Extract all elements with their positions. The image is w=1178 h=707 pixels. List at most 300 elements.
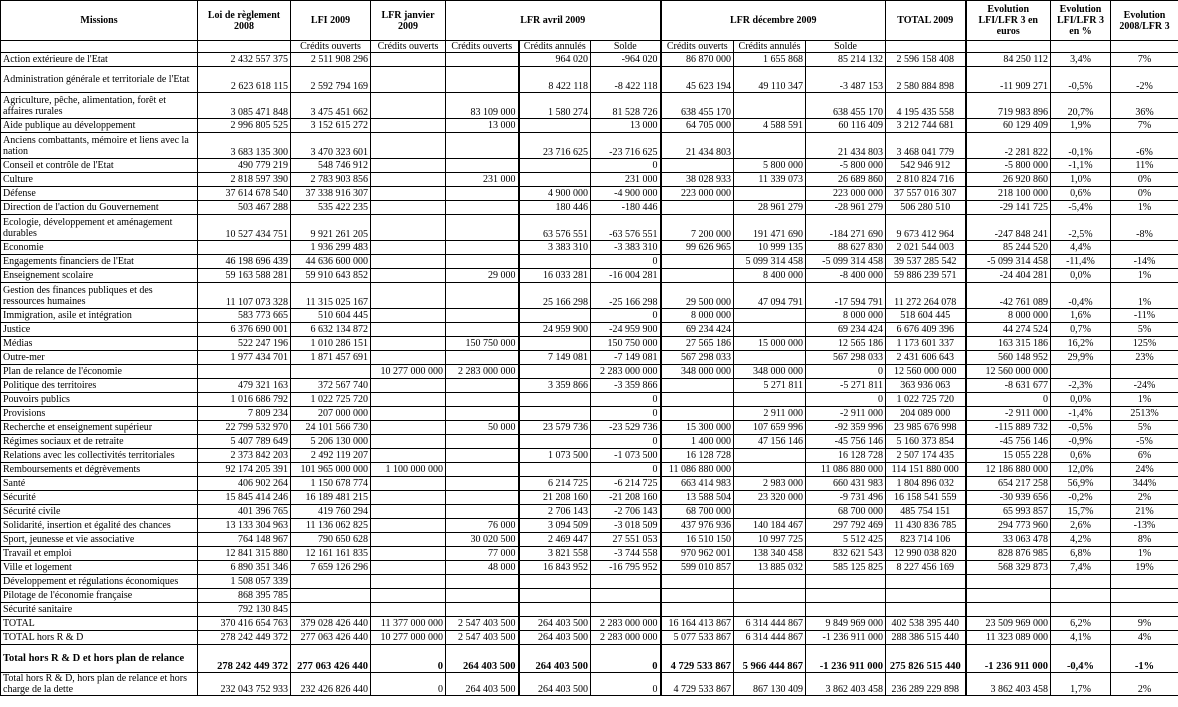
cell-lr2008: 6 890 351 346: [198, 561, 291, 575]
cell-decembre-annules: [734, 589, 806, 603]
mission-name: Sécurité sanitaire: [1, 603, 198, 617]
cell-decembre-ouverts: 970 962 001: [661, 547, 734, 561]
cell-avril-ouverts: [446, 309, 519, 323]
cell-avril-annules: 4 900 000: [519, 187, 591, 201]
cell-evo-2008: 24%: [1111, 463, 1178, 477]
cell-evo-2008: 1%: [1111, 547, 1178, 561]
cell-avril-annules: 16 033 281: [519, 269, 591, 283]
cell-avril-ouverts: [446, 187, 519, 201]
mission-name: Ecologie, développement et aménagement durables: [1, 215, 198, 241]
cell-avril-annules: [519, 589, 591, 603]
cell-lfi2009: 7 659 126 296: [291, 561, 371, 575]
cell-lr2008: 522 247 196: [198, 337, 291, 351]
subheader-decembre-solde: Solde: [806, 41, 886, 53]
table-row: [1, 631, 1178, 645]
header-lfr-avril: LFR avril 2009: [446, 1, 661, 41]
mission-name: Défense: [1, 187, 198, 201]
cell-evo-euros: -115 889 732: [966, 421, 1051, 435]
cell-avril-annules: [519, 463, 591, 477]
cell-avril-ouverts: 30 020 500: [446, 533, 519, 547]
cell-evo-2008: 7%: [1111, 53, 1178, 67]
cell-evo-euros: [966, 575, 1051, 589]
mission-name: Relations avec les collectivités territoriales: [1, 449, 198, 463]
cell-evo-euros: 33 063 478: [966, 533, 1051, 547]
cell-lfr-janvier: [371, 201, 446, 215]
table-row: [1, 533, 1178, 547]
cell-decembre-solde: 21 434 803: [806, 133, 886, 159]
cell-evo-pct: 6,2%: [1051, 617, 1111, 631]
table-row: [1, 67, 1178, 93]
cell-avril-solde: 13 000: [591, 119, 661, 133]
cell-evo-euros: 568 329 873: [966, 561, 1051, 575]
cell-evo-pct: 0,0%: [1051, 269, 1111, 283]
cell-evo-2008: 21%: [1111, 505, 1178, 519]
mission-name: Pilotage de l'économie française: [1, 589, 198, 603]
cell-decembre-annules: 28 961 279: [734, 201, 806, 215]
cell-decembre-ouverts: 348 000 000: [661, 365, 734, 379]
table-row: [1, 255, 1178, 269]
cell-lr2008: 232 043 752 933: [198, 673, 291, 696]
cell-evo-euros: 11 323 089 000: [966, 631, 1051, 645]
cell-evo-2008: [1111, 241, 1178, 255]
cell-decembre-solde: 69 234 424: [806, 323, 886, 337]
cell-evo-euros: -11 909 271: [966, 67, 1051, 93]
mission-name: Médias: [1, 337, 198, 351]
cell-decembre-solde: 223 000 000: [806, 187, 886, 201]
cell-decembre-ouverts: 27 565 186: [661, 337, 734, 351]
table-row: [1, 505, 1178, 519]
mission-name: Santé: [1, 477, 198, 491]
cell-decembre-solde: -1 236 911 000: [806, 645, 886, 673]
cell-decembre-solde: -92 359 996: [806, 421, 886, 435]
cell-total2009: 2 580 884 898: [886, 67, 966, 93]
cell-avril-annules: 264 403 500: [519, 617, 591, 631]
cell-avril-solde: 2 283 000 000: [591, 631, 661, 645]
cell-lfr-janvier: [371, 159, 446, 173]
cell-total2009: 6 676 409 396: [886, 323, 966, 337]
header-total2009: TOTAL 2009: [886, 1, 966, 41]
cell-evo-euros: -24 404 281: [966, 269, 1051, 283]
cell-evo-euros: -2 911 000: [966, 407, 1051, 421]
cell-lr2008: 3 683 135 300: [198, 133, 291, 159]
cell-decembre-annules: [734, 309, 806, 323]
table-row: [1, 309, 1178, 323]
cell-lfr-janvier: 1 100 000 000: [371, 463, 446, 477]
cell-lfr-janvier: [371, 519, 446, 533]
cell-lr2008: 792 130 845: [198, 603, 291, 617]
cell-decembre-annules: [734, 449, 806, 463]
cell-total2009: 363 936 063: [886, 379, 966, 393]
cell-evo-euros: -2 281 822: [966, 133, 1051, 159]
cell-decembre-solde: 16 128 728: [806, 449, 886, 463]
table-row: [1, 187, 1178, 201]
cell-total2009: 59 886 239 571: [886, 269, 966, 283]
cell-avril-annules: 23 579 736: [519, 421, 591, 435]
mission-name: Provisions: [1, 407, 198, 421]
cell-evo-euros: 12 186 880 000: [966, 463, 1051, 477]
cell-lfi2009: 510 604 445: [291, 309, 371, 323]
cell-evo-euros: 84 250 112: [966, 53, 1051, 67]
table-row: [1, 463, 1178, 477]
header-lfr-decembre: LFR décembre 2009: [661, 1, 886, 41]
cell-total2009: 2 021 544 003: [886, 241, 966, 255]
cell-avril-solde: -25 166 298: [591, 283, 661, 309]
cell-lfi2009: 419 760 294: [291, 505, 371, 519]
cell-lfr-janvier: [371, 589, 446, 603]
table-row: [1, 159, 1178, 173]
cell-avril-annules: 3 094 509: [519, 519, 591, 533]
cell-lr2008: 3 085 471 848: [198, 93, 291, 119]
cell-decembre-ouverts: 663 414 983: [661, 477, 734, 491]
cell-evo-pct: 15,7%: [1051, 505, 1111, 519]
cell-avril-annules: [519, 309, 591, 323]
cell-decembre-ouverts: 21 434 803: [661, 133, 734, 159]
cell-decembre-ouverts: 13 588 504: [661, 491, 734, 505]
cell-decembre-ouverts: 16 164 413 867: [661, 617, 734, 631]
cell-decembre-annules: 15 000 000: [734, 337, 806, 351]
cell-evo-euros: 294 773 960: [966, 519, 1051, 533]
cell-total2009: 12 990 038 820: [886, 547, 966, 561]
cell-lfi2009: 1 010 286 151: [291, 337, 371, 351]
cell-total2009: 542 946 912: [886, 159, 966, 173]
cell-lfi2009: 2 492 119 207: [291, 449, 371, 463]
cell-avril-ouverts: 13 000: [446, 119, 519, 133]
cell-lfi2009: 1 022 725 720: [291, 393, 371, 407]
table-row: [1, 133, 1178, 159]
cell-evo-euros: 85 244 520: [966, 241, 1051, 255]
cell-decembre-annules: [734, 323, 806, 337]
cell-avril-solde: -3 018 509: [591, 519, 661, 533]
mission-name: Aide publique au développement: [1, 119, 198, 133]
cell-lr2008: 479 321 163: [198, 379, 291, 393]
table-row: [1, 645, 1178, 673]
cell-lfi2009: 1 936 299 483: [291, 241, 371, 255]
cell-lfr-janvier: [371, 255, 446, 269]
cell-total2009: 2 431 606 643: [886, 351, 966, 365]
header-evo-pct: Evolution LFI/LFR 3 en %: [1051, 1, 1111, 41]
cell-decembre-solde: -3 487 153: [806, 67, 886, 93]
cell-evo-pct: [1051, 589, 1111, 603]
mission-name: Enseignement scolaire: [1, 269, 198, 283]
cell-decembre-annules: 5 966 444 867: [734, 645, 806, 673]
cell-lfi2009: 6 632 134 872: [291, 323, 371, 337]
cell-decembre-solde: -8 400 000: [806, 269, 886, 283]
subheader-row: [1, 41, 1178, 53]
cell-evo-pct: 20,7%: [1051, 93, 1111, 119]
cell-avril-ouverts: 150 750 000: [446, 337, 519, 351]
header-row: [1, 1, 1178, 41]
cell-decembre-annules: 10 997 725: [734, 533, 806, 547]
cell-avril-solde: 0: [591, 435, 661, 449]
cell-evo-euros: 23 509 969 000: [966, 617, 1051, 631]
cell-avril-annules: [519, 393, 591, 407]
cell-avril-solde: -8 422 118: [591, 67, 661, 93]
table-row: [1, 337, 1178, 351]
cell-decembre-ouverts: 38 028 933: [661, 173, 734, 187]
cell-evo-euros: [966, 603, 1051, 617]
cell-avril-solde: 81 528 726: [591, 93, 661, 119]
cell-avril-annules: [519, 435, 591, 449]
cell-total2009: 2 507 174 435: [886, 449, 966, 463]
cell-evo-2008: 0%: [1111, 187, 1178, 201]
cell-decembre-annules: [734, 393, 806, 407]
cell-lfi2009: 37 338 916 307: [291, 187, 371, 201]
cell-avril-solde: -16 004 281: [591, 269, 661, 283]
cell-decembre-annules: 2 911 000: [734, 407, 806, 421]
cell-lfi2009: 3 470 323 601: [291, 133, 371, 159]
cell-avril-annules: 2 469 447: [519, 533, 591, 547]
cell-decembre-solde: 26 689 860: [806, 173, 886, 187]
cell-avril-ouverts: 76 000: [446, 519, 519, 533]
table-row: [1, 241, 1178, 255]
cell-lfr-janvier: [371, 269, 446, 283]
cell-avril-annules: [519, 173, 591, 187]
cell-lr2008: 59 163 588 281: [198, 269, 291, 283]
cell-evo-pct: 1,9%: [1051, 119, 1111, 133]
cell-evo-2008: [1111, 589, 1178, 603]
cell-lr2008: 5 407 789 649: [198, 435, 291, 449]
cell-lfr-janvier: 11 377 000 000: [371, 617, 446, 631]
cell-evo-pct: 1,0%: [1051, 173, 1111, 187]
cell-avril-solde: 231 000: [591, 173, 661, 187]
table-row: [1, 575, 1178, 589]
cell-lfi2009: 16 189 481 215: [291, 491, 371, 505]
cell-lfr-janvier: [371, 53, 446, 67]
cell-decembre-solde: 297 792 469: [806, 519, 886, 533]
cell-lfi2009: 379 028 426 440: [291, 617, 371, 631]
cell-decembre-ouverts: 8 000 000: [661, 309, 734, 323]
cell-evo-pct: -2,5%: [1051, 215, 1111, 241]
cell-avril-annules: 7 149 081: [519, 351, 591, 365]
cell-evo-euros: 60 129 409: [966, 119, 1051, 133]
cell-lfi2009: 5 206 130 000: [291, 435, 371, 449]
cell-avril-annules: 1 073 500: [519, 449, 591, 463]
cell-decembre-ouverts: 16 128 728: [661, 449, 734, 463]
cell-lr2008: 7 809 234: [198, 407, 291, 421]
cell-total2009: 23 985 676 998: [886, 421, 966, 435]
cell-avril-solde: 150 750 000: [591, 337, 661, 351]
cell-evo-2008: -2%: [1111, 67, 1178, 93]
cell-evo-euros: 8 000 000: [966, 309, 1051, 323]
cell-decembre-ouverts: 69 234 424: [661, 323, 734, 337]
subheader-evo-2008: [1111, 41, 1178, 53]
header-lfi2009: LFI 2009: [291, 1, 371, 41]
cell-total2009: 37 557 016 307: [886, 187, 966, 201]
cell-avril-solde: 0: [591, 645, 661, 673]
cell-total2009: 518 604 445: [886, 309, 966, 323]
cell-lr2008: 278 242 449 372: [198, 631, 291, 645]
cell-lfr-janvier: [371, 133, 446, 159]
cell-lfr-janvier: [371, 393, 446, 407]
cell-avril-annules: [519, 407, 591, 421]
cell-decembre-solde: -184 271 690: [806, 215, 886, 241]
cell-avril-ouverts: [446, 449, 519, 463]
cell-evo-pct: 1,6%: [1051, 309, 1111, 323]
subheader-decembre-annules: Crédits annulés: [734, 41, 806, 53]
mission-name: Engagements financiers de l'Etat: [1, 255, 198, 269]
table-row: [1, 519, 1178, 533]
cell-decembre-ouverts: 45 623 194: [661, 67, 734, 93]
cell-evo-pct: 0,6%: [1051, 449, 1111, 463]
cell-avril-annules: 16 843 952: [519, 561, 591, 575]
cell-avril-ouverts: [446, 393, 519, 407]
cell-avril-ouverts: 264 403 500: [446, 645, 519, 673]
cell-avril-solde: -4 900 000: [591, 187, 661, 201]
cell-avril-solde: 0: [591, 463, 661, 477]
cell-evo-2008: 19%: [1111, 561, 1178, 575]
cell-total2009: 2 810 824 716: [886, 173, 966, 187]
cell-evo-euros: 828 876 985: [966, 547, 1051, 561]
cell-evo-pct: 29,9%: [1051, 351, 1111, 365]
cell-lfi2009: 2 592 794 169: [291, 67, 371, 93]
table-row: [1, 323, 1178, 337]
cell-lfr-janvier: [371, 173, 446, 187]
cell-decembre-ouverts: 29 500 000: [661, 283, 734, 309]
cell-avril-solde: -1 073 500: [591, 449, 661, 463]
cell-evo-euros: 218 100 000: [966, 187, 1051, 201]
table-row: [1, 435, 1178, 449]
cell-evo-pct: -0,5%: [1051, 421, 1111, 435]
cell-decembre-ouverts: 7 200 000: [661, 215, 734, 241]
cell-decembre-solde: 11 086 880 000: [806, 463, 886, 477]
cell-evo-2008: 11%: [1111, 159, 1178, 173]
cell-decembre-solde: -28 961 279: [806, 201, 886, 215]
cell-evo-2008: -13%: [1111, 519, 1178, 533]
cell-lfi2009: 232 426 826 440: [291, 673, 371, 696]
cell-lr2008: 2 996 805 525: [198, 119, 291, 133]
cell-evo-pct: -2,3%: [1051, 379, 1111, 393]
cell-decembre-annules: [734, 187, 806, 201]
cell-decembre-ouverts: 223 000 000: [661, 187, 734, 201]
cell-lfi2009: 2 511 908 296: [291, 53, 371, 67]
cell-lfi2009: 535 422 235: [291, 201, 371, 215]
cell-decembre-annules: 867 130 409: [734, 673, 806, 696]
table-row: [1, 477, 1178, 491]
header-evo-euros: Evolution LFI/LFR 3 en euros: [966, 1, 1051, 41]
cell-lfi2009: 9 921 261 205: [291, 215, 371, 241]
cell-decembre-solde: 60 116 409: [806, 119, 886, 133]
cell-avril-solde: -3 359 866: [591, 379, 661, 393]
cell-decembre-ouverts: [661, 269, 734, 283]
mission-name: Economie: [1, 241, 198, 255]
cell-evo-pct: -0,4%: [1051, 283, 1111, 309]
table-row: [1, 393, 1178, 407]
mission-name: Direction de l'action du Gouvernement: [1, 201, 198, 215]
cell-evo-2008: [1111, 603, 1178, 617]
cell-avril-annules: 23 716 625: [519, 133, 591, 159]
cell-evo-euros: 26 920 860: [966, 173, 1051, 187]
cell-avril-solde: 2 283 000 000: [591, 617, 661, 631]
cell-evo-euros: 44 274 524: [966, 323, 1051, 337]
cell-decembre-annules: 5 800 000: [734, 159, 806, 173]
cell-lr2008: 46 198 696 439: [198, 255, 291, 269]
cell-lr2008: 1 508 057 339: [198, 575, 291, 589]
cell-avril-solde: -2 706 143: [591, 505, 661, 519]
cell-lfi2009: 1 150 678 774: [291, 477, 371, 491]
cell-decembre-annules: 1 655 868: [734, 53, 806, 67]
cell-lfr-janvier: 10 277 000 000: [371, 365, 446, 379]
cell-avril-ouverts: [446, 67, 519, 93]
cell-evo-pct: -0,2%: [1051, 491, 1111, 505]
cell-evo-pct: 0,0%: [1051, 393, 1111, 407]
cell-decembre-ouverts: 567 298 033: [661, 351, 734, 365]
cell-avril-ouverts: [446, 53, 519, 67]
cell-decembre-annules: [734, 603, 806, 617]
cell-decembre-solde: 638 455 170: [806, 93, 886, 119]
subheader-lfi2009: Crédits ouverts: [291, 41, 371, 53]
header-lr2008: Loi de règlement 2008: [198, 1, 291, 41]
cell-lr2008: 406 902 264: [198, 477, 291, 491]
cell-decembre-ouverts: 15 300 000: [661, 421, 734, 435]
cell-total2009: 402 538 395 440: [886, 617, 966, 631]
cell-decembre-ouverts: 64 705 000: [661, 119, 734, 133]
table-row: [1, 603, 1178, 617]
cell-avril-ouverts: [446, 159, 519, 173]
cell-avril-ouverts: 77 000: [446, 547, 519, 561]
cell-avril-annules: [519, 337, 591, 351]
cell-decembre-annules: [734, 351, 806, 365]
cell-avril-ouverts: 83 109 000: [446, 93, 519, 119]
cell-evo-pct: [1051, 365, 1111, 379]
cell-evo-euros: 560 148 952: [966, 351, 1051, 365]
cell-evo-2008: 1%: [1111, 201, 1178, 215]
cell-avril-annules: 24 959 900: [519, 323, 591, 337]
header-lfr-janvier: LFR janvier 2009: [371, 1, 446, 41]
cell-decembre-ouverts: 86 870 000: [661, 53, 734, 67]
cell-lr2008: 92 174 205 391: [198, 463, 291, 477]
cell-avril-solde: -23 529 736: [591, 421, 661, 435]
cell-evo-pct: 7,4%: [1051, 561, 1111, 575]
mission-name: Total hors R & D et hors plan de relance: [1, 645, 198, 673]
cell-avril-annules: 3 359 866: [519, 379, 591, 393]
cell-evo-euros: 654 217 258: [966, 477, 1051, 491]
table-row: [1, 283, 1178, 309]
cell-avril-annules: 2 706 143: [519, 505, 591, 519]
cell-decembre-annules: [734, 505, 806, 519]
mission-name: Immigration, asile et intégration: [1, 309, 198, 323]
subheader-total2009: [886, 41, 966, 53]
cell-decembre-solde: -5 800 000: [806, 159, 886, 173]
cell-decembre-solde: 660 431 983: [806, 477, 886, 491]
cell-lr2008: 6 376 690 001: [198, 323, 291, 337]
cell-avril-ouverts: [446, 351, 519, 365]
cell-avril-ouverts: [446, 323, 519, 337]
cell-total2009: 506 280 510: [886, 201, 966, 215]
cell-decembre-annules: 11 339 073: [734, 173, 806, 187]
cell-avril-solde: 0: [591, 393, 661, 407]
cell-evo-pct: -1,1%: [1051, 159, 1111, 173]
cell-decembre-solde: 832 621 543: [806, 547, 886, 561]
mission-name: TOTAL: [1, 617, 198, 631]
cell-decembre-solde: -9 731 496: [806, 491, 886, 505]
cell-decembre-ouverts: [661, 407, 734, 421]
cell-evo-pct: 2,6%: [1051, 519, 1111, 533]
table-row: [1, 53, 1178, 67]
cell-decembre-solde: 567 298 033: [806, 351, 886, 365]
cell-lfi2009: 372 567 740: [291, 379, 371, 393]
table-row: [1, 269, 1178, 283]
cell-evo-2008: 8%: [1111, 533, 1178, 547]
cell-avril-annules: [519, 603, 591, 617]
cell-evo-pct: 4,4%: [1051, 241, 1111, 255]
cell-decembre-solde: -1 236 911 000: [806, 631, 886, 645]
cell-evo-euros: 0: [966, 393, 1051, 407]
cell-lr2008: 1 977 434 701: [198, 351, 291, 365]
cell-avril-annules: 264 403 500: [519, 673, 591, 696]
subheader-avril-ouverts: Crédits ouverts: [446, 41, 519, 53]
cell-avril-annules: [519, 365, 591, 379]
cell-decembre-solde: 9 849 969 000: [806, 617, 886, 631]
